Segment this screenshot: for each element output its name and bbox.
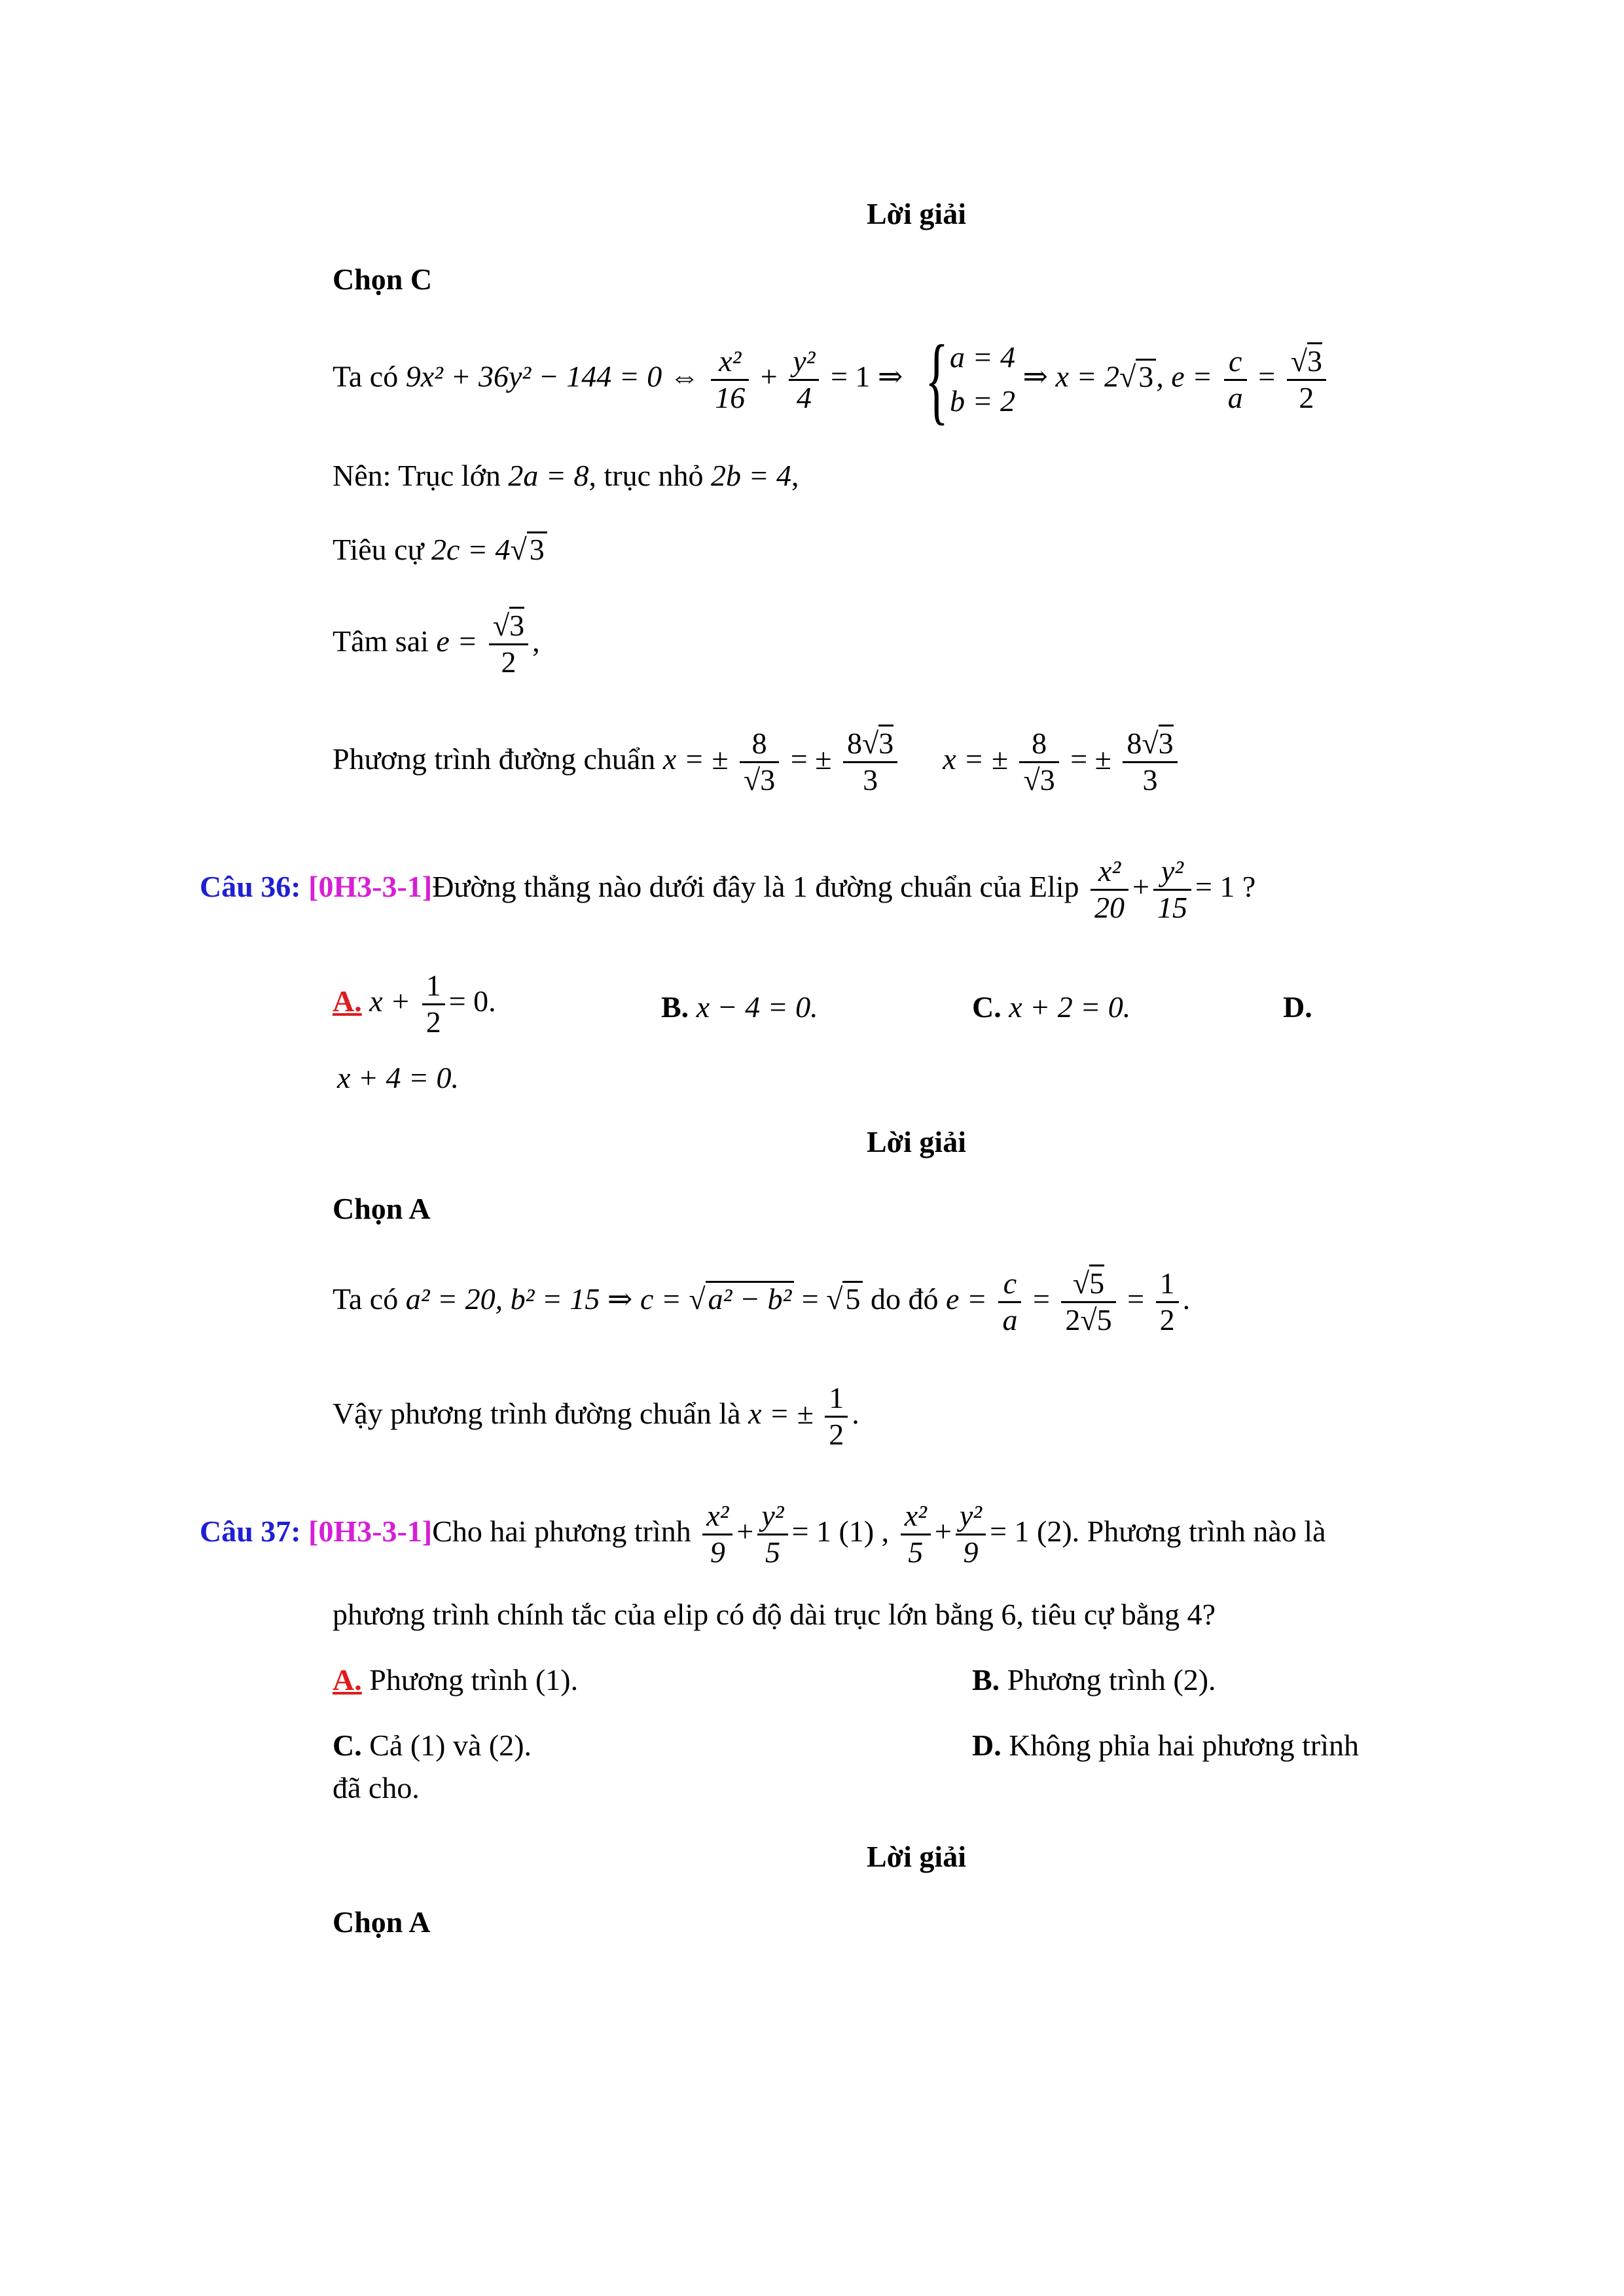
fraction: $\frac{c}{a}$ <box>998 1266 1021 1338</box>
question-text: Đường thẳng nào dưới đây là 1 đường chuẩn của Elip <box>432 869 1079 903</box>
question-text-cont: phương trình chính tắc của elip có độ dài trục lớn bằng 6, tiêu cự bằng 4? <box>333 1598 1216 1631</box>
solution-heading: Lời giải <box>867 197 966 230</box>
fraction: $\frac{c}{a}$ <box>1224 344 1247 416</box>
question-37: Câu 37: [0H3-3-1]Cho hai phương trình $\frac{\text{x²}}{9}$ + $\frac{\text{y²}}{5}$ = 1 (1) , $\frac{\text{x²}}{5}$ + $\frac{\text{y²}}{9}$ = 1 (2). Phương trình nào là <box>200 1499 1326 1569</box>
fraction: $\frac{8√3}{3}$ <box>843 726 897 798</box>
question-36: Câu 36: [0H3-3-1]Đường thẳng nào dưới đây là 1 đường chuẩn của Elip $\frac{\text{x²}}{20}$ + $\frac{\text{y²}}{15}$ = 1 ? <box>200 854 1256 924</box>
solution-heading: Lời giải <box>867 1125 966 1158</box>
fraction: $\frac{\text{y²}}{15}$ <box>1153 854 1191 925</box>
fraction: $\frac{\text{y²}}{5}$ <box>757 1499 787 1570</box>
option-d[interactable]: D. Không phỉa hai phương trình <box>972 1729 1359 1762</box>
option-a[interactable]: A. x + $\frac{1}{2}$ = 0. <box>333 969 496 1039</box>
directrix-line: Phương trình đường chuẩn x = ± $\frac{8}{√3}$ = ± $\frac{8√3}{3}$ x = ± $\frac{8}{√3}$ = ± $\frac{8√3}{3}$ <box>333 726 1182 798</box>
fraction: $\frac{√3}{2}$ <box>1287 344 1326 416</box>
equation-line: Ta có a² = 20, b² = 15 ⇒ c = √a² − b² = √5 do đó e = $\frac{c}{a}$ = $\frac{√5}{2√5}$ = $\frac{1}{2}$ . <box>333 1266 1190 1338</box>
math: = 1 ⇒ <box>830 359 903 393</box>
fraction: $\frac{\text{x²}}{16}$ <box>711 344 749 416</box>
option-b[interactable]: B. x − 4 = 0. <box>661 990 818 1024</box>
question-text: Cho hai phương trình <box>432 1514 691 1548</box>
fraction: $\frac{\text{x²}}{20}$ <box>1091 854 1128 925</box>
math: 9x² + 36y² − 144 = 0 ⇔ <box>405 359 700 393</box>
system: a = 4 b = 2 <box>949 340 1015 418</box>
math: , e = <box>1156 359 1213 393</box>
chosen-answer: Chọn C <box>333 262 433 296</box>
equation-line <box>333 325 1330 434</box>
sqrt: √3 <box>1119 359 1156 394</box>
fraction: $\frac{1}{2}$ <box>825 1381 848 1452</box>
fraction: $\frac{8}{√3}$ <box>740 726 779 798</box>
axes-line: Nên: Trục lớn 2a = 8, trục nhỏ 2b = 4, <box>333 459 799 492</box>
chosen-answer: Chọn A <box>333 1192 431 1225</box>
eccentricity-line: Tâm sai e = $\frac{√3}{2}$ , <box>333 609 540 680</box>
question-label: Câu 37: <box>200 1514 301 1548</box>
fraction: $\frac{\text{y²}}{9}$ <box>956 1499 986 1570</box>
text: Ta có <box>333 359 399 393</box>
focal-line: Tiêu cự 2c = 4√3 <box>333 531 547 567</box>
option-c-cont: đã cho. <box>333 1771 420 1804</box>
option-d-label[interactable]: D. <box>1283 990 1312 1024</box>
fraction: $\frac{8√3}{3}$ <box>1123 726 1177 798</box>
question-label: Câu 36: <box>200 869 301 903</box>
math: + <box>760 359 778 393</box>
fraction: $\frac{\text{x²}}{5}$ <box>901 1499 931 1570</box>
option-d-text: x + 4 = 0. <box>337 1061 459 1094</box>
option-b[interactable]: B. Phương trình (2). <box>972 1663 1216 1696</box>
fraction: $\frac{√3}{2}$ <box>489 609 528 680</box>
option-c[interactable]: C. x + 2 = 0. <box>972 990 1131 1024</box>
chosen-answer: Chọn A <box>333 1905 431 1939</box>
fraction: $\frac{1}{2}$ <box>422 969 445 1040</box>
question-tag: [0H3-3-1] <box>308 869 433 903</box>
directrix-answer: Vậy phương trình đường chuẩn là x = ± $\frac{1}{2}$ . <box>333 1381 859 1451</box>
fraction: $\frac{1}{2}$ <box>1156 1266 1179 1338</box>
fraction: $\frac{\text{x²}}{9}$ <box>702 1499 732 1570</box>
math: = <box>1258 359 1276 393</box>
option-a[interactable]: A. Phương trình (1). <box>333 1663 579 1696</box>
fraction: $\frac{\text{y²}}{4}$ <box>789 344 819 416</box>
math: ⇒ x = 2 <box>1022 359 1120 393</box>
option-c[interactable]: C. Cả (1) và (2). <box>333 1729 532 1762</box>
fraction: $\frac{8}{√3}$ <box>1019 726 1058 798</box>
fraction: $\frac{√5}{2√5}$ <box>1061 1266 1115 1338</box>
brace: { <box>924 325 948 434</box>
solution-heading: Lời giải <box>867 1840 966 1873</box>
question-tag: [0H3-3-1] <box>308 1514 433 1548</box>
